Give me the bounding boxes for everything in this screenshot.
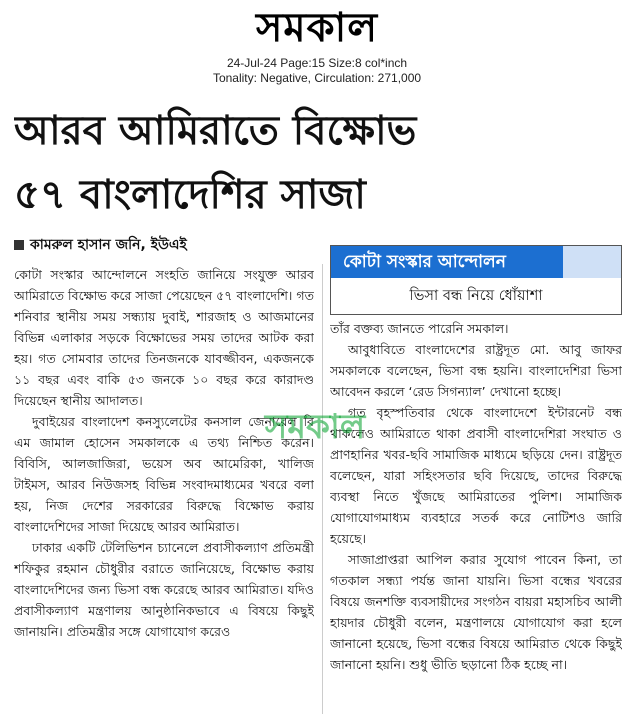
- right-paragraph: গত বৃহস্পতিবার থেকে বাংলাদেশে ইন্টারনেট বন্ধ থাকলেও আমিরাতে থাকা প্রবাসী বাংলাদেশিরা সংঘাত ও প্রাণহানির খবর-ছবি সামাজিক মাধ্যমে ছড়িয়ে দেন। রাষ্ট্রদূত বলেছেন, যারা সহিংসতার ছবি দিয়েছে, তাদের বিরুদ্ধে ব্যবস্থা নিতে খুঁজছে আমিরাতের পুলিশ। সামাজিক যোগাযোগমাধ্যম ব্যবহারে সতর্ক করে নোটিশও জারি হয়েছে।: [330, 405, 622, 546]
- meta-date-page-size: 24-Jul-24 Page:15 Size:8 col*inch: [226, 56, 408, 70]
- right-paragraph: সাজাপ্রাপ্তরা আপিল করার সুযোগ পাবেন কিনা, তা গতকাল সন্ধ্যা পর্যন্ত জানা যায়নি। ভিসা বন্ধের খবরের বিষয়ে জনশক্তি ব্যবসায়ীদের সংগঠন বায়রা মহাসচিব আলী হায়দার চৌধুরী বলেন, মন্ত্রণালয়ে যোগাযোগ করা হলে জানানো হয়েছে, ভিসা বন্ধের বিষয়ে আমিরাত থেকে কিছুই জানানো হয়নি। শুধু ভীতি ছড়ানো ঠিক হচ্ছে না।: [330, 552, 622, 672]
- topic-box: [330, 245, 622, 315]
- left-paragraph: কোটা সংস্কার আন্দোলনে সংহতি জানিয়ে সংযুক্ত আরব আমিরাতে বিক্ষোভ করে সাজা পেয়েছেন ৫৭ বাংলাদেশি। গত শনিবার স্থানীয় সময় সন্ধ্যায় দুবাই, শারজাহ ও আজমানের বিভিন্ন এলাকার সড়কে বিক্ষোভের সময় তাদের আটক করা হয়। গত সোমবার তাদের তিনজনকে যাবজ্জীবন, একজনকে ১১ বছর এবং বাকি ৫৩ জনকে ১০ বছর করে কারাদণ্ড দিয়েছেন স্থানীয় আদালত।: [14, 267, 314, 408]
- meta-tonality-circulation: Tonality: Negative, Circulation: 271,000: [212, 71, 422, 85]
- byline-author: কামরুল হাসান জনি, ইউএই: [30, 237, 187, 253]
- topic-banner: কোটা সংস্কার আন্দোলন: [331, 246, 563, 278]
- newspaper-watermark: সমকাল: [264, 407, 366, 447]
- newspaper-masthead: সমকাল: [255, 4, 379, 51]
- right-paragraph: আবুধাবিতে বাংলাদেশের রাষ্ট্রদূত মো. আবু জাফর সমকালকে বলেছেন, ভিসা বন্ধ হয়নি। বাংলাদেশিরা ভিসা আবেদন করলে ‘রেড সিগন্যাল’ দেখানো হচ্ছে।: [330, 342, 622, 399]
- topic-banner-fill: [563, 246, 621, 278]
- headline-line-2: ৫৭ বাংলাদেশির সাজা: [14, 172, 366, 218]
- article-right-column: [330, 318, 622, 722]
- left-paragraph: দুবাইয়ের বাংলাদেশ কনস্যুলেটের কনসাল জেনারেল বি এম জামাল হোসেন সমকালকে এ তথ্য নিশ্চিত করেন। বিবিসি, আলজাজিরা, ভয়েস অব আমেরিকা, খালিজ টাইমস, আরব নিউজসহ বিভিন্ন সংবাদমাধ্যমের খবরে বলা হয়, নিজ দেশের সরকারের বিরুদ্ধে বিক্ষোভ করায় বাংলাদেশিদের সাজা দিয়েছে আরব আমিরাত।: [14, 414, 314, 534]
- right-paragraph: তাঁর বক্তব্য জানতে পারেনি সমকাল।: [330, 321, 509, 336]
- byline-bullet-icon: [14, 240, 24, 250]
- clipping-metadata: [0, 56, 634, 86]
- topic-subtitle: ভিসা বন্ধ নিয়ে ধোঁয়াশা: [409, 288, 543, 304]
- column-divider: [322, 264, 323, 714]
- headline-line-1: আরব আমিরাতে বিক্ষোভ: [14, 108, 417, 154]
- left-paragraph: ঢাকার একটি টেলিভিশন চ্যানেলে প্রবাসীকল্যাণ প্রতিমন্ত্রী শফিকুর রহমান চৌধুরীর বরাতে জানিয়েছে, বিক্ষোভ করায় বাংলাদেশিদের জন্য ভিসা বন্ধ করেছে আরব আমিরাত। যদিও প্রবাসীকল্যাণ মন্ত্রণালয় আনুষ্ঠানিকভাবে এ বিষয়ে কিছুই জানায়নি। প্রতিমন্ত্রীর সঙ্গে যোগাযোগ করেও: [14, 540, 314, 639]
- article-left-column: [14, 264, 314, 720]
- byline: [14, 235, 324, 255]
